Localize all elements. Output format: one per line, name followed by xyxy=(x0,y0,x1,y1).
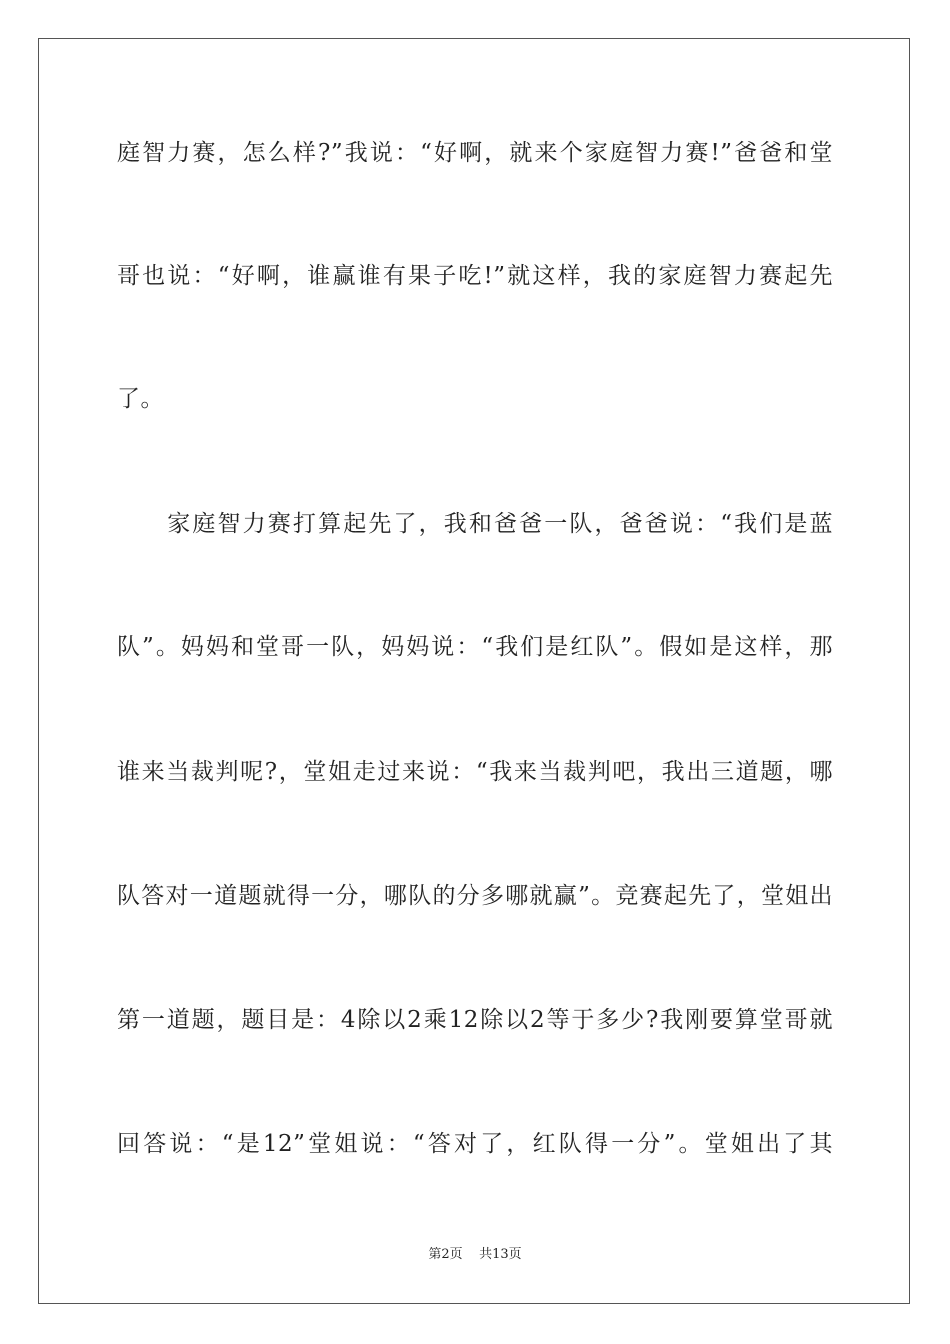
text-line-2: 哥也说：“好啊，谁赢谁有果子吃!”就这样，我的家庭智力赛起先 xyxy=(117,263,833,289)
page-border xyxy=(38,38,910,1304)
text-line-4: 家庭智力赛打算起先了，我和爸爸一队，爸爸说：“我们是蓝 xyxy=(117,511,833,537)
page-number: 第2页 xyxy=(428,1247,463,1262)
text-line-9: 回答说：“是12”堂姐说：“答对了，红队得一分”。堂姐出了其 xyxy=(117,1131,833,1157)
page-total: 共13页 xyxy=(479,1247,522,1262)
text-line-5: 队”。妈妈和堂哥一队，妈妈说：“我们是红队”。假如是这样，那 xyxy=(117,634,833,660)
text-line-8: 第一道题，题目是：4除以2乘12除以2等于多少?我刚要算堂哥就 xyxy=(117,1007,833,1033)
text-line-7: 队答对一道题就得一分，哪队的分多哪就赢”。竞赛起先了，堂姐出 xyxy=(117,883,833,909)
page-footer xyxy=(0,1246,950,1264)
text-line-3: 了。 xyxy=(117,386,164,412)
text-line-1: 庭智力赛，怎么样?”我说：“好啊，就来个家庭智力赛!”爸爸和堂 xyxy=(117,140,833,166)
text-line-6: 谁来当裁判呢?，堂姐走过来说：“我来当裁判吧，我出三道题，哪 xyxy=(117,759,833,785)
